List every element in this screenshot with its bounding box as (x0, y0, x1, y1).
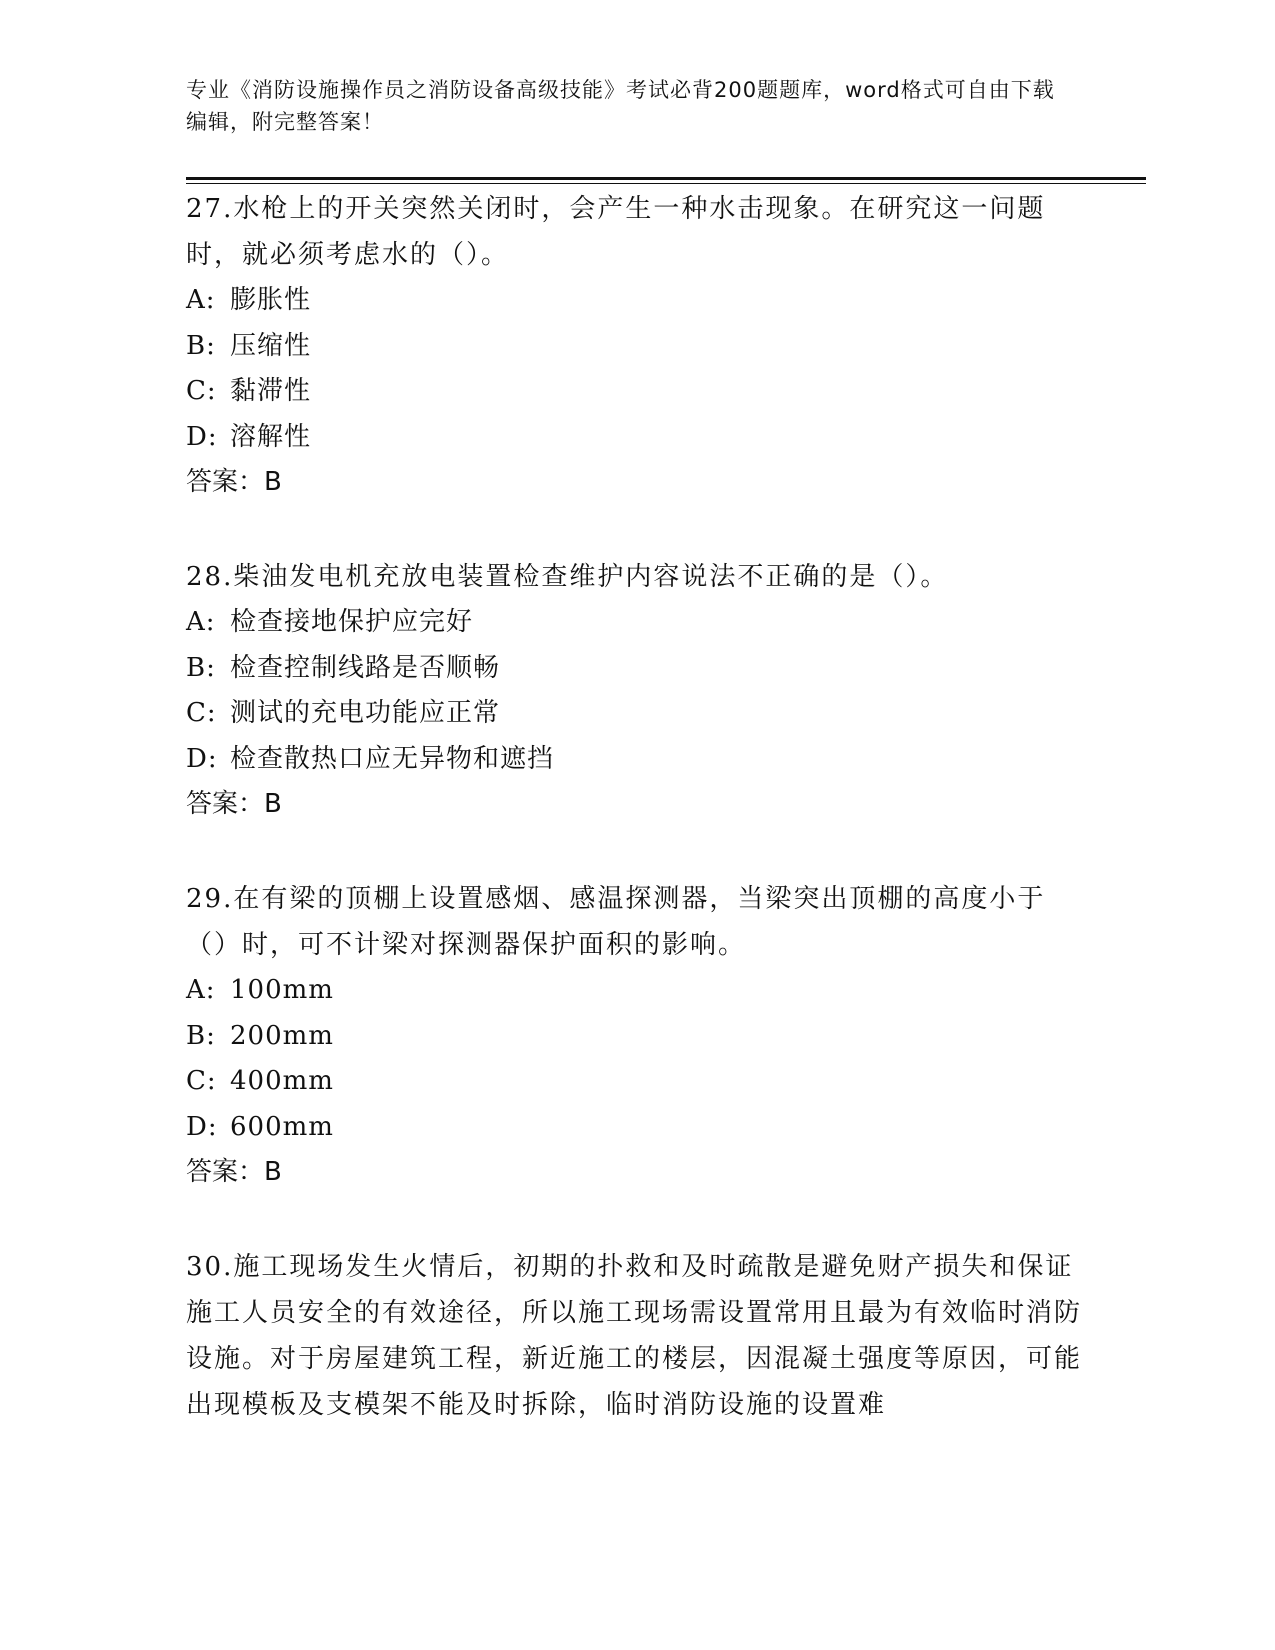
question-30 (186, 1244, 1086, 1428)
option-text: 压缩性 (230, 330, 312, 361)
question-text: 30.施工现场发生火情后，初期的扑救和及时疏散是避免财产损失和保证施工人员安全的有效途径，所以施工现场需设置常用且最为有效临时消防设施。对于房屋建筑工程，新近施工的楼层，因混凝土强度等原因，可能出现模板及支模架不能及时拆除，临时消防设施的设置难 (186, 1252, 1083, 1420)
option-text: 400mm (230, 1066, 334, 1096)
option-b (186, 1014, 1086, 1060)
option-letter: C: (186, 698, 217, 728)
option-text: 200mm (230, 1020, 334, 1051)
option-d (186, 415, 1086, 461)
option-letter: B: (186, 330, 216, 361)
option-text: 膨胀性 (230, 285, 312, 315)
option-c (186, 1059, 1086, 1105)
option-c (186, 691, 1086, 737)
answer-line: 答案：B (186, 789, 282, 819)
question-29 (186, 876, 1086, 1194)
option-b (186, 324, 1086, 370)
option-b (186, 646, 1086, 692)
option-c (186, 369, 1086, 415)
option-a (186, 600, 1086, 646)
option-letter: A: (186, 607, 216, 637)
option-a (186, 278, 1086, 324)
option-d (186, 737, 1086, 783)
option-text: 检查接地保护应完好 (230, 607, 474, 637)
option-letter: D: (186, 1111, 218, 1142)
option-letter: A: (186, 975, 216, 1005)
option-text: 600mm (230, 1111, 334, 1142)
option-d (186, 1105, 1086, 1151)
question-spacer (186, 826, 1086, 876)
question-text: 27.水枪上的开关突然关闭时，会产生一种水击现象。在研究这一问题时，就必须考虑水的（）。 (186, 194, 1046, 270)
question-28 (186, 554, 1086, 826)
question-27 (186, 186, 1086, 504)
option-text: 黏滞性 (230, 376, 312, 406)
document-header: 专业《消防设施操作员之消防设备高级技能》考试必背200题题库，word格式可自由下载编辑，附完整答案！ (186, 78, 1055, 134)
header-rule-thick (186, 177, 1146, 180)
option-letter: C: (186, 376, 217, 406)
option-a (186, 968, 1086, 1014)
option-text: 溶解性 (230, 421, 312, 452)
question-spacer (186, 1194, 1086, 1244)
question-text: 29.在有梁的顶棚上设置感烟、感温探测器，当梁突出顶棚的高度小于（）时，可不计梁对探测器保护面积的影响。 (186, 884, 1046, 960)
answer-line: 答案：B (186, 467, 282, 497)
option-letter: D: (186, 421, 218, 452)
option-letter: C: (186, 1066, 217, 1096)
option-text: 测试的充电功能应正常 (230, 698, 501, 728)
question-list (186, 186, 1086, 1428)
question-text: 28.柴油发电机充放电装置检查维护内容说法不正确的是（）。 (186, 562, 949, 592)
answer-line: 答案：B (186, 1157, 282, 1187)
header-rule-thin (186, 183, 1146, 184)
option-letter: B: (186, 1020, 216, 1051)
option-letter: B: (186, 652, 216, 683)
option-letter: A: (186, 285, 216, 315)
question-spacer (186, 504, 1086, 554)
option-text: 检查控制线路是否顺畅 (230, 652, 501, 683)
option-text: 检查散热口应无异物和遮挡 (230, 743, 555, 774)
option-letter: D: (186, 743, 218, 774)
option-text: 100mm (230, 975, 334, 1005)
